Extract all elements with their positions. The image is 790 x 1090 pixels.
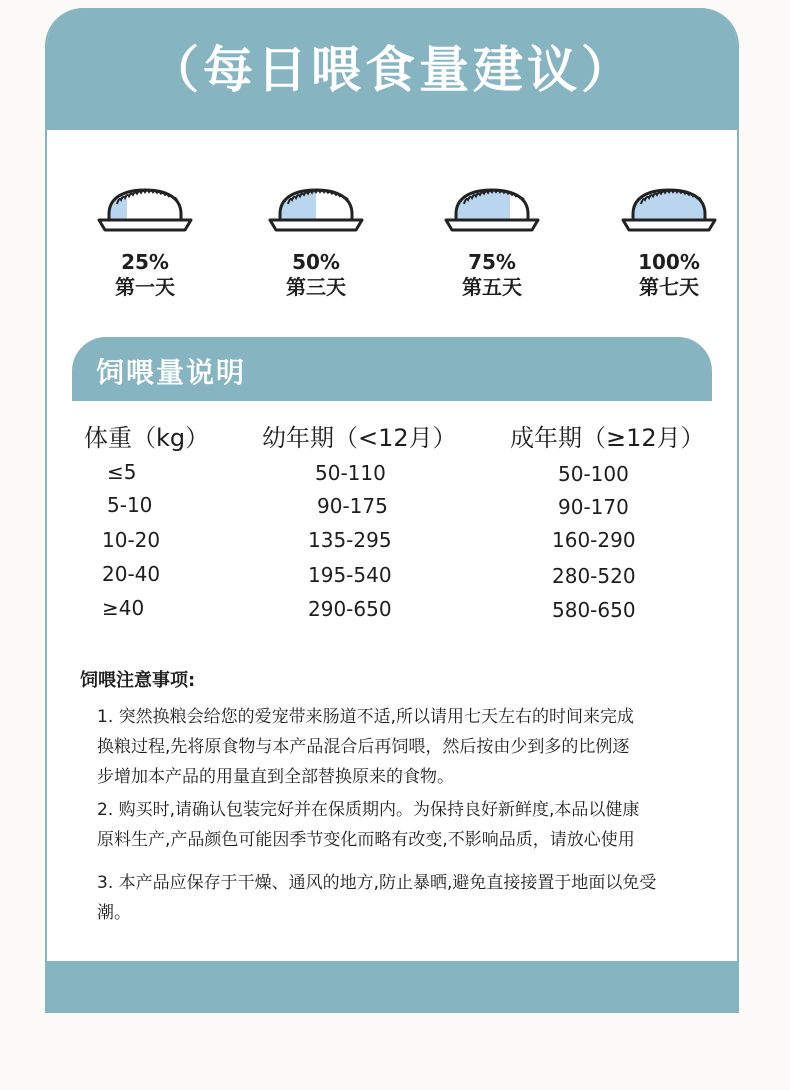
note-line: 潮。 bbox=[97, 903, 131, 923]
table-cell-puppy: 195-540 bbox=[308, 563, 392, 587]
bowl-percent: 75% bbox=[468, 250, 516, 274]
food-bowl-icon bbox=[266, 178, 366, 238]
bowl-day-7 bbox=[604, 178, 734, 300]
note-item-1 bbox=[97, 702, 697, 792]
bowl-day-label: 第三天 bbox=[286, 275, 346, 299]
table-cell-puppy: 50-110 bbox=[315, 461, 386, 485]
bowl-day-1 bbox=[80, 178, 210, 300]
feeding-card bbox=[45, 8, 739, 1013]
bowl-percent: 25% bbox=[121, 250, 169, 274]
col-header-adult: 成年期（≥12月） bbox=[510, 424, 705, 452]
table-cell-weight: ≤5 bbox=[107, 460, 137, 484]
bowl-progress-row bbox=[47, 178, 737, 318]
note-line: 换粮过程,先将原食物与本产品混合后再饲喂，然后按由少到多的比例逐 bbox=[97, 737, 630, 757]
note-line: 1. 突然换粮会给您的爱宠带来肠道不适,所以请用七天左右的时间来完成 bbox=[97, 707, 635, 727]
note-line: 3. 本产品应保存于干燥、通风的地方,防止暴晒,避免直接接置于地面以免受 bbox=[97, 873, 657, 893]
table-cell-adult: 580-650 bbox=[552, 598, 636, 622]
bowl-day-3 bbox=[251, 178, 381, 300]
bowl-base bbox=[623, 220, 715, 230]
note-item-2 bbox=[97, 795, 697, 855]
bowl-day-label: 第一天 bbox=[115, 275, 175, 299]
table-cell-weight: 10-20 bbox=[102, 528, 161, 552]
section-title: 饲喂量说明 bbox=[96, 356, 247, 389]
table-cell-puppy: 135-295 bbox=[308, 528, 392, 552]
table-cell-weight: ≥40 bbox=[102, 596, 145, 620]
bowl-day-label: 第七天 bbox=[639, 275, 699, 299]
footer-band bbox=[47, 961, 737, 1013]
bowl-percent: 50% bbox=[292, 250, 340, 274]
col-header-puppy: 幼年期（<12月） bbox=[262, 424, 457, 452]
note-item-3 bbox=[97, 868, 697, 928]
note-line: 2. 购买时,请确认包装完好并在保质期内。为保持良好新鲜度,本品以健康 bbox=[97, 800, 640, 820]
bowl-base bbox=[270, 220, 362, 230]
note-line: 步增加本产品的用量直到全部替换原来的食物。 bbox=[97, 767, 454, 787]
table-cell-puppy: 290-650 bbox=[308, 597, 392, 621]
food-bowl-icon bbox=[619, 178, 719, 238]
section-header bbox=[72, 337, 712, 401]
col-header-weight: 体重（kg） bbox=[84, 424, 210, 452]
header-banner bbox=[47, 8, 737, 130]
table-cell-adult: 280-520 bbox=[552, 564, 636, 588]
food-bowl-icon bbox=[442, 178, 542, 238]
table-cell-puppy: 90-175 bbox=[317, 494, 388, 518]
page-title: （每日喂食量建议） bbox=[149, 41, 635, 99]
table-cell-adult: 90-170 bbox=[558, 495, 629, 519]
food-bowl-icon bbox=[95, 178, 195, 238]
bowl-base bbox=[99, 220, 191, 230]
table-cell-weight: 20-40 bbox=[102, 562, 161, 586]
note-line: 原料生产,产品颜色可能因季节变化而略有改变,不影响品质，请放心使用 bbox=[97, 830, 635, 850]
table-cell-adult: 160-290 bbox=[552, 528, 636, 552]
table-cell-adult: 50-100 bbox=[558, 462, 629, 486]
bowl-base bbox=[446, 220, 538, 230]
bowl-day-5 bbox=[427, 178, 557, 300]
bowl-day-label: 第五天 bbox=[462, 275, 522, 299]
bowl-percent: 100% bbox=[638, 250, 700, 274]
table-cell-weight: 5-10 bbox=[107, 493, 153, 517]
notes-title: 饲喂注意事项: bbox=[80, 670, 196, 691]
